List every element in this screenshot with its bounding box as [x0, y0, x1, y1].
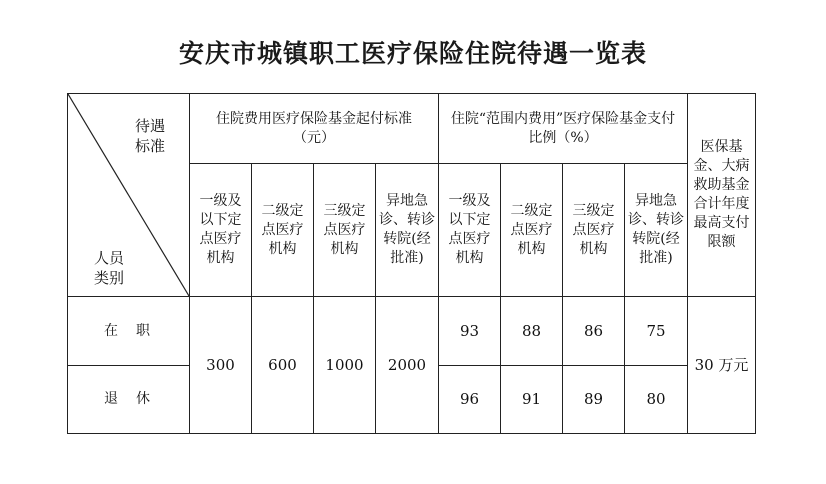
deductible-level2: 600 [252, 297, 314, 434]
subheader-deductible-level2: 二级定点医疗机构 [252, 164, 314, 297]
corner-label-benefit [135, 116, 165, 156]
retired-ratio-level2: 91 [501, 366, 563, 434]
corner-label-category-line2: 类别 [94, 269, 125, 287]
subheader-deductible-level1: 一级及以下定点医疗机构 [190, 164, 252, 297]
retired-ratio-offsite: 80 [625, 366, 688, 434]
subheader-ratio-level3: 三级定点医疗机构 [563, 164, 625, 297]
deductible-offsite: 2000 [376, 297, 439, 434]
benefits-table [67, 93, 756, 434]
subheader-ratio-level2: 二级定点医疗机构 [501, 164, 563, 297]
row-label-retired: 退休 [68, 366, 190, 434]
header-row-1 [68, 94, 756, 164]
corner-label-category [94, 248, 124, 288]
subheader-deductible-offsite: 异地急诊、转诊转院(经批准) [376, 164, 439, 297]
retired-ratio-level3: 89 [563, 366, 625, 434]
employed-ratio-level2: 88 [501, 297, 563, 366]
header-max-limit: 医保基金、大病救助基金合计年度最高支付限额 [688, 94, 756, 297]
subheader-deductible-level3: 三级定点医疗机构 [314, 164, 376, 297]
corner-label-benefit-line1: 待遇 [134, 117, 165, 135]
header-ratio-group: 住院“范围内费用”医疗保险基金支付比例（%） [439, 94, 688, 164]
corner-diagonal-line [68, 94, 189, 296]
max-limit-value: 30 万元 [688, 297, 756, 434]
benefits-table-container [67, 93, 755, 433]
employed-ratio-offsite: 75 [625, 297, 688, 366]
header-deductible-group: 住院费用医疗保险基金起付标准（元） [190, 94, 439, 164]
table-row-employed [68, 297, 756, 366]
corner-label-benefit-line2: 标准 [134, 137, 165, 155]
page-title: 安庆市城镇职工医疗保险住院待遇一览表 [178, 39, 647, 68]
subheader-ratio-level1: 一级及以下定点医疗机构 [439, 164, 501, 297]
corner-label-category-line1: 人员 [94, 249, 125, 267]
corner-header-cell [68, 94, 190, 297]
deductible-level1: 300 [190, 297, 252, 434]
employed-ratio-level3: 86 [563, 297, 625, 366]
row-label-employed: 在职 [68, 297, 190, 366]
deductible-level3: 1000 [314, 297, 376, 434]
retired-ratio-level1: 96 [439, 366, 501, 434]
subheader-ratio-offsite: 异地急诊、转诊转院(经批准) [625, 164, 688, 297]
employed-ratio-level1: 93 [439, 297, 501, 366]
